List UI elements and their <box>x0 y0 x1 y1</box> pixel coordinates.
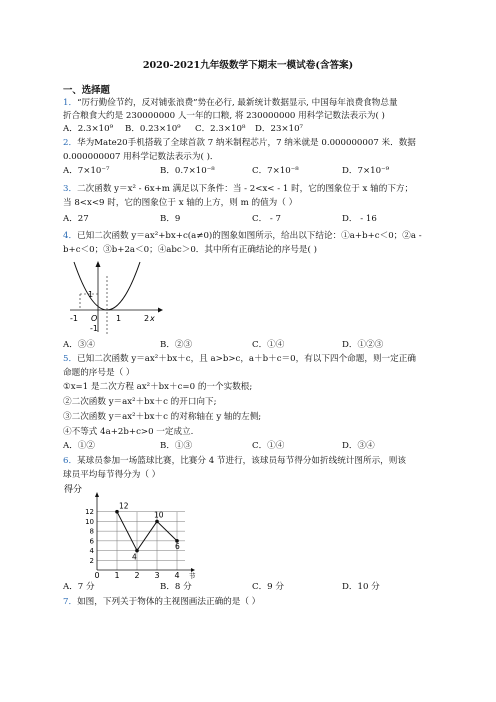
q1-line2: 折合粮食大约是 230000000 人一年的口粮, 将 230000000 用科学记数法表示为( ) <box>63 111 385 121</box>
q6-option-b: B．8 分 <box>160 582 192 592</box>
q1-line1: 1．“厉行勤俭节约，反对铺张浪费”势在必行, 最新统计数据显示, 中国每年浪费食物总量 <box>63 98 398 108</box>
q2-number: 2． <box>63 138 78 148</box>
q4-y-arrow <box>96 261 101 267</box>
q6-option-c: C．9 分 <box>252 582 284 592</box>
q1-option-d: D．23×10⁷ <box>255 124 303 134</box>
q6-option-d: D．10 分 <box>342 582 380 592</box>
q4-line2: b+c＜0；③b+2a＜0；④abc＞0．其中所有正确结论的序号是( ) <box>63 245 317 255</box>
q4-label-2: 2 <box>144 314 150 323</box>
q3-line2: 当 8<x<9 时，它的图象位于 x 轴的上方，则 m 的值为（ ） <box>63 198 298 208</box>
q6-x-tick-label: 0 <box>94 571 100 580</box>
q4-option-c: C．①④ <box>252 340 285 350</box>
q2-option-d: D．7×10⁻⁹ <box>342 166 390 176</box>
q5-option-d: D．③④ <box>342 441 375 451</box>
q6-data-point <box>155 520 159 524</box>
q6-line2: 球员平均每节得分为（ ） <box>63 470 161 480</box>
q4-x-arrow <box>158 308 163 313</box>
q6-x-tick-label: 2 <box>134 571 140 580</box>
q6-x-tick-label: 4 <box>174 571 180 580</box>
q3-line1: 3．二次函数 y＝x² - 6x+m 满足以下条件：当 - 2<x< - 1 时，它的图象位于 x 轴的下方； <box>63 184 414 194</box>
q6-number: 6． <box>63 456 78 466</box>
q3-option-c: C． - 7 <box>252 214 282 224</box>
q5-statement-4: ④不等式 4a+2b+c>0 一定成立. <box>63 427 194 437</box>
q7-line1: 7．如图，下列关于物体的主视图画法正确的是（ ） <box>63 597 261 607</box>
q5-statement-3: ③二次函数 y＝ax²＋bx＋c 的对称轴在 y 轴的左侧; <box>63 412 262 422</box>
q6-x-axis-label: 节 <box>189 572 196 580</box>
q1-option-c: C．2.3×10⁸ <box>195 124 246 134</box>
q4-label-y1: 1 <box>88 290 94 299</box>
q6-y-tick-label: 8 <box>89 527 94 536</box>
q5-option-a: A．①② <box>63 441 95 451</box>
q4-option-d: D．①②③ <box>342 340 384 350</box>
q1-number: 1． <box>63 98 78 108</box>
q6-line1: 6．某球员参加一场篮球比赛，比赛分 4 节进行，该球员每节得分如折线统计图所示，则该 <box>63 456 406 466</box>
q2-option-a: A．7×10⁻⁷ <box>63 166 110 176</box>
q6-y-tick-label: 12 <box>85 508 94 517</box>
q3-number: 3． <box>63 184 78 194</box>
q4-line1: 4．已知二次函数 y＝ax²+bx+c(a≠0)的图象如图所示，给出以下结论：①a+b+c＜0；②a - <box>63 231 422 241</box>
q6-option-a: A．7 分 <box>63 582 95 592</box>
q5-line2: 命题的序号是（ ） <box>63 368 135 378</box>
q5-statement-2: ②二次函数 y＝ax²＋bx＋c 的开口向下; <box>63 397 217 407</box>
q4-label-x: x <box>150 314 155 323</box>
q6-data-label: 4 <box>132 552 137 562</box>
q4-option-a: A．③④ <box>63 340 95 350</box>
q6-series <box>115 502 180 562</box>
q4-label-origin: O <box>91 314 98 323</box>
q5-line1: 5．已知二次函数 y＝ax²＋bx＋c，且 a>b>c，a＋b＋c＝0，有以下四个命题，则一定正确 <box>63 354 416 364</box>
q6-line-chart <box>63 482 203 580</box>
q6-data-label: 6 <box>175 541 180 551</box>
q7-number: 7． <box>63 597 78 607</box>
q5-option-b: B．①③ <box>160 441 193 451</box>
q1-option-a: A．2.3×10⁹ <box>63 124 114 134</box>
q3-option-d: D． - 16 <box>342 214 377 224</box>
q6-axes <box>95 492 195 572</box>
q6-y-tick-label: 2 <box>89 556 94 565</box>
section-heading: 一、选择题 <box>63 85 110 96</box>
q6-grid <box>97 512 185 570</box>
q5-option-c: C．①④ <box>252 441 285 451</box>
q4-label-neg1-y: -1 <box>90 324 98 333</box>
q6-y-tick-label: 6 <box>89 537 94 546</box>
q3-option-b: B．9 <box>160 214 181 224</box>
q6-y-tick-label: 4 <box>89 547 94 556</box>
q6-y-arrow <box>95 492 99 497</box>
q2-line2: 0.000000007 用科学记数法表示为( )． <box>63 152 219 162</box>
q2-line1: 2．华为Mate20手机搭载了全球首款 7 纳米制程芯片，7 纳米就是 0.000000007 米．数据 <box>63 138 416 148</box>
q4-parabola-figure <box>66 260 166 336</box>
q4-label-1: 1 <box>116 314 122 323</box>
q6-data-label: 12 <box>119 501 129 511</box>
q6-y-axis-label: 得分 <box>64 485 83 495</box>
q2-option-c: C．7×10⁻⁸ <box>252 166 299 176</box>
q1-option-b: B．0.23×10⁹ <box>125 124 181 134</box>
q6-data-label: 10 <box>154 510 164 520</box>
q6-x-tick-label: 1 <box>114 571 120 580</box>
q4-number: 4． <box>63 231 78 241</box>
q4-option-b: B．②③ <box>160 340 193 350</box>
q2-option-b: B．0.7×10⁻⁸ <box>160 166 215 176</box>
q6-y-tick-label: 10 <box>85 517 94 526</box>
q5-number: 5． <box>63 354 78 364</box>
page-title: 2020-2021九年级数学下期末一模试卷(含答案) <box>142 60 354 71</box>
q6-x-tick-label: 3 <box>154 571 160 580</box>
q6-tick-labels <box>85 508 179 580</box>
q5-statement-1: ①x=1 是二次方程 ax²＋bx＋c=0 的一个实数根; <box>63 382 253 392</box>
q3-option-a: A．27 <box>63 214 89 224</box>
q4-label-neg1: -1 <box>70 314 78 323</box>
